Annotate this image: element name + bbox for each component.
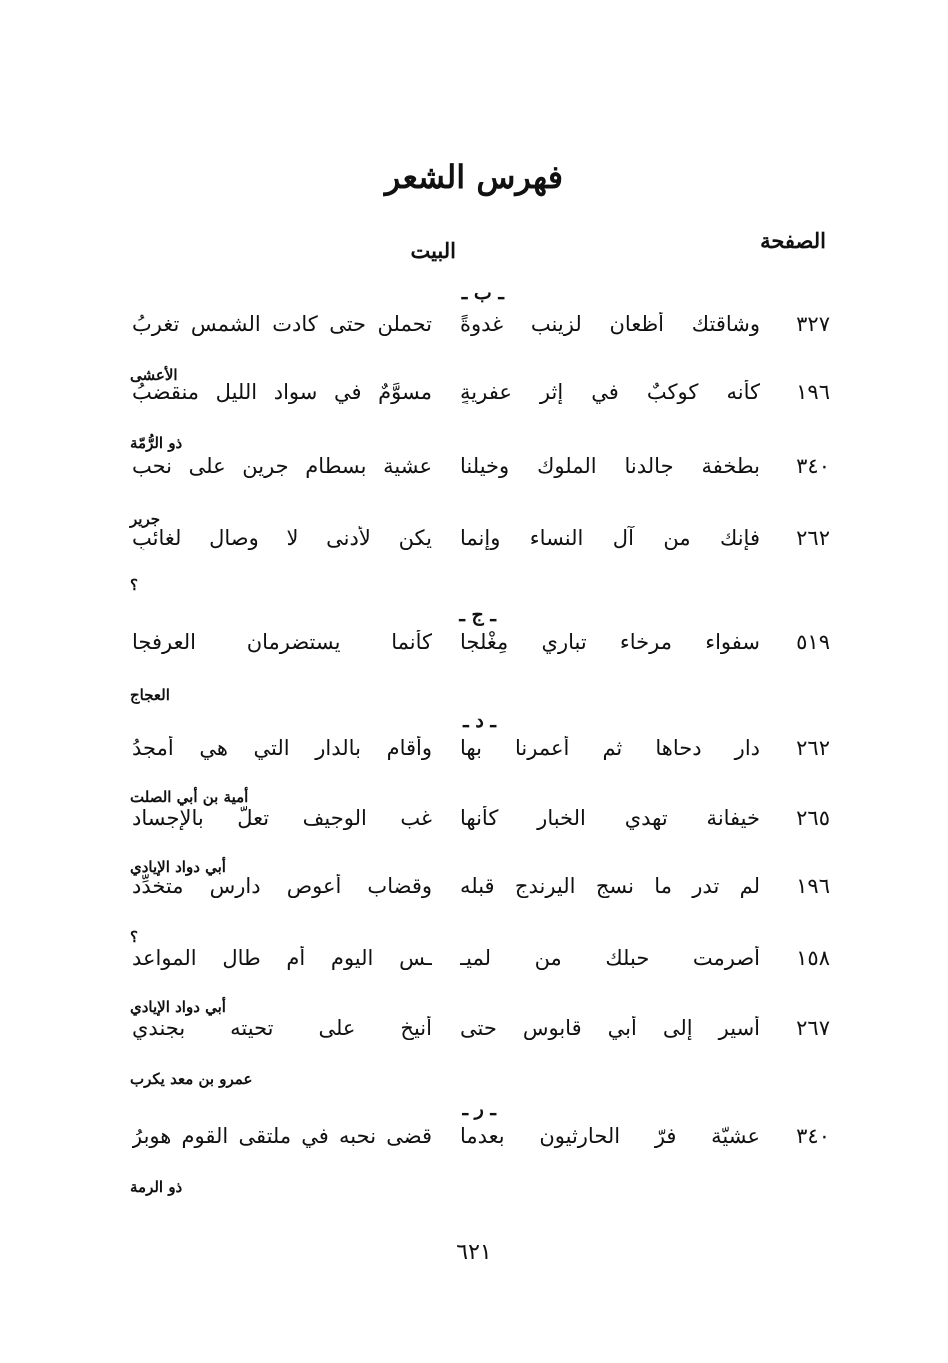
verse-page-number: ٢٦٧: [796, 1016, 830, 1040]
verse-page-number: ٢٦٥: [796, 806, 830, 830]
verse-first-hemistich: دار دحاها ثم أعمرنا بها: [460, 736, 760, 760]
section-letter-dal: ـ د ـ: [463, 710, 496, 732]
poet-name: ذو الرُّمّة: [130, 434, 183, 452]
verse-first-hemistich: أصرمت حبلك من لميـ: [460, 946, 760, 970]
verse-second-hemistich: ـس اليوم أم طال المواعد: [132, 946, 432, 970]
verse-second-hemistich: قضى نحبه في ملتقى القوم هوبرُ: [132, 1124, 432, 1148]
verse-entry: [0, 312, 948, 352]
verse-first-hemistich: فإنك من آل النساء وإنما: [460, 526, 760, 550]
poet-name: أبي دواد الإيادي: [130, 858, 226, 876]
section-letter-ba: ـ ب ـ: [461, 282, 504, 304]
verse-first-hemistich: وشاقتك أظعان لزينب غدوةً: [460, 312, 760, 336]
verse-first-hemistich: خيفانة تهدي الخبار كأنها: [460, 806, 760, 830]
verse-page-number: ٣٤٠: [796, 454, 830, 478]
verse-entry: [0, 1124, 948, 1164]
verse-entry: [0, 806, 948, 846]
verse-second-hemistich: يكن لأدنى لا وصال لغائبِ: [132, 526, 432, 550]
poet-name: ؟: [130, 928, 138, 946]
section-letter-ra: ـ ر ـ: [462, 1098, 496, 1120]
verse-second-hemistich: تحملن حتى كادت الشمس تغربُ: [132, 312, 432, 336]
verse-second-hemistich: عشية بسطام جرين على نحب: [132, 454, 432, 478]
verse-entry: [0, 526, 948, 566]
page-column-header: الصفحة: [760, 228, 826, 253]
page-title: فهرس الشعر: [384, 158, 564, 196]
verse-entry: [0, 874, 948, 914]
poet-name: أبي دواد الإيادي: [130, 998, 226, 1016]
verse-page-number: ١٩٦: [796, 874, 830, 898]
poet-name: الأعشى: [130, 366, 178, 384]
verse-first-hemistich: بطخفة جالدنا الملوك وخيلنا: [460, 454, 760, 478]
verse-column-header: البيت: [410, 238, 456, 263]
poet-name: أمية بن أبي الصلت: [130, 788, 249, 806]
page-number: ٦٢١: [456, 1240, 492, 1265]
verse-page-number: ٢٦٢: [796, 736, 830, 760]
verse-page-number: ١٥٨: [796, 946, 830, 970]
verse-entry: [0, 946, 948, 986]
verse-entry: [0, 380, 948, 420]
poet-name: عمرو بن معد يكرب: [130, 1070, 253, 1088]
verse-second-hemistich: كأنما يستضرمان العرفجا: [132, 630, 432, 654]
verse-page-number: ٣٤٠: [796, 1124, 830, 1148]
verse-first-hemistich: أسير إلى أبي قابوس حتى: [460, 1016, 760, 1040]
verse-page-number: ٣٢٧: [796, 312, 830, 336]
verse-second-hemistich: وقضاب أعوص دارس متخدِّد: [132, 874, 432, 898]
section-letter-jim: ـ ج ـ: [459, 604, 496, 626]
poet-name: جرير: [130, 510, 160, 528]
verse-first-hemistich: لم تدر ما نسج اليرندج قبله: [460, 874, 760, 898]
verse-first-hemistich: عشيّة فرّ الحارثيون بعدما: [460, 1124, 760, 1148]
verse-entry: [0, 1016, 948, 1056]
verse-page-number: ١٩٦: [796, 380, 830, 404]
verse-second-hemistich: أنيخ على تحيته بجندي: [132, 1016, 432, 1040]
verse-first-hemistich: سفواء مرخاء تباري مِغْلجا: [460, 630, 760, 654]
poet-name: العجاج: [130, 686, 170, 704]
verse-second-hemistich: وأقام بالدار التي هي أمجدُ: [132, 736, 432, 760]
verse-entry: [0, 736, 948, 776]
poet-name: ؟: [130, 576, 138, 594]
verse-page-number: ٢٦٢: [796, 526, 830, 550]
verse-entry: [0, 630, 948, 670]
verse-entry: [0, 454, 948, 494]
verse-second-hemistich: غب الوجيف تعلّ بالإجساد: [132, 806, 432, 830]
poet-name: ذو الرمة: [130, 1178, 183, 1196]
verse-first-hemistich: كأنه كوكبٌ في إثر عفريةٍ: [460, 380, 760, 404]
verse-second-hemistich: مسوَّمٌ في سواد الليل منقضبُ: [132, 380, 432, 404]
verse-page-number: ٥١٩: [796, 630, 830, 654]
